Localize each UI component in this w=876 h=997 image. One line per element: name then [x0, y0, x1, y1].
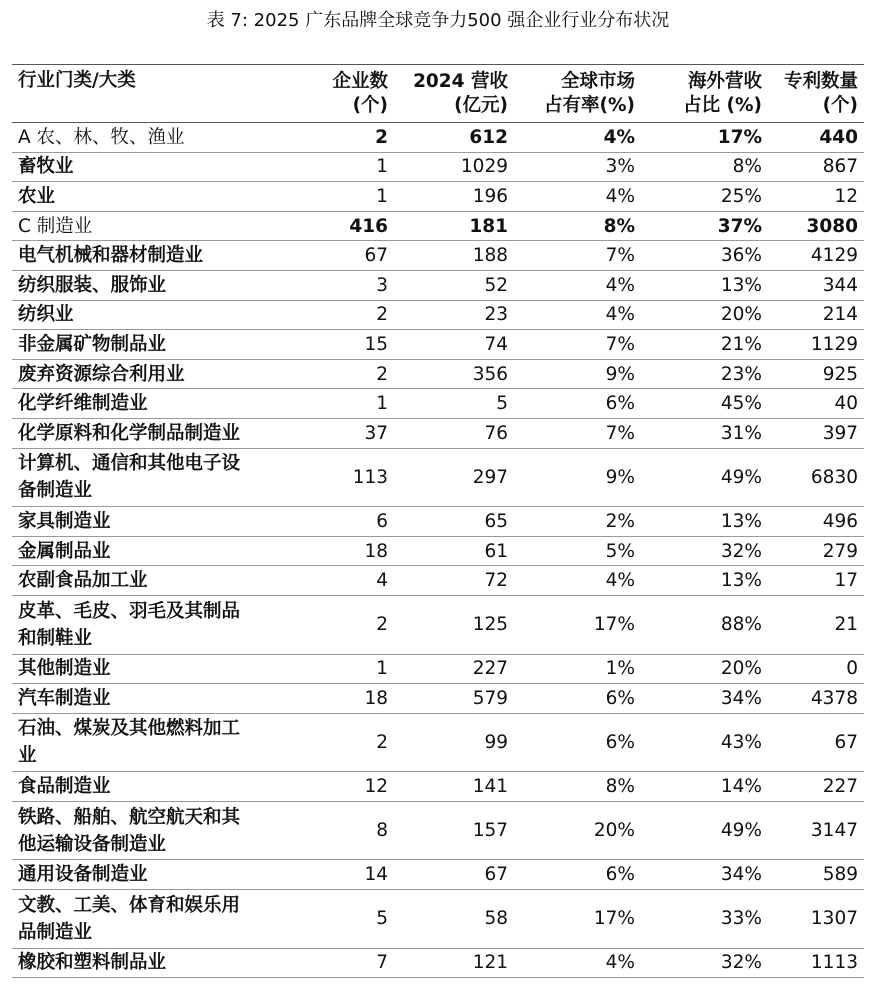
cell-industry-name — [12, 448, 294, 507]
cell-industry-name — [12, 948, 294, 978]
industry-name-text: 他运输设备制造业 — [18, 833, 167, 855]
cell-overseas-ratio: 20% — [720, 658, 762, 680]
cell-industry-name — [12, 772, 294, 802]
cell-industry-name — [12, 713, 294, 772]
cell-patents: 227 — [822, 776, 858, 798]
cell-overseas-ratio: 13% — [720, 570, 762, 592]
cell-overseas-ratio: 21% — [720, 333, 762, 355]
cell-global-share: 4% — [605, 952, 635, 974]
cell-overseas-ratio: 31% — [720, 422, 762, 444]
cell-patents: 925 — [822, 363, 858, 385]
cell-overseas-ratio: 34% — [720, 687, 762, 709]
industry-name-text: 计算机、通信和其他电子设 — [18, 453, 241, 475]
cell-revenue: 65 — [484, 510, 508, 532]
cell-global-share: 5% — [605, 540, 635, 562]
table-row — [12, 359, 864, 389]
cell-patents: 344 — [822, 274, 858, 296]
cell-revenue: 227 — [472, 658, 508, 680]
cell-company-count: 1 — [376, 156, 388, 178]
cell-revenue: 141 — [472, 776, 508, 798]
cell-revenue: 52 — [484, 274, 508, 296]
cell-industry-name — [12, 595, 294, 654]
cell-patents: 279 — [822, 540, 858, 562]
header-revenue-2024 — [394, 65, 514, 123]
table-row — [12, 152, 864, 182]
industry-name-text: 农业 — [18, 185, 56, 207]
cell-global-share: 2% — [605, 510, 635, 532]
cell-patents: 4378 — [810, 687, 858, 709]
industry-name-text: 备制造业 — [18, 480, 93, 502]
table-row — [12, 890, 864, 949]
cell-industry-name — [12, 389, 294, 419]
cell-revenue: 1029 — [460, 156, 508, 178]
cell-global-share: 4% — [605, 185, 635, 207]
header-text: 企业数 — [332, 70, 388, 92]
section-row — [12, 211, 864, 241]
cell-global-share: 9% — [605, 466, 635, 488]
table-caption: 表 7: 2025 广东品牌全球竞争力500 强企业行业分布状况 — [206, 10, 670, 31]
cell-global-share: 17% — [593, 908, 635, 930]
industry-name-text: 业 — [18, 745, 37, 767]
industry-name-text: 皮革、毛皮、羽毛及其制品 — [18, 600, 241, 622]
industry-name-text: 电气机械和器材制造业 — [18, 245, 204, 267]
cell-revenue: 72 — [484, 570, 508, 592]
header-global-share — [514, 65, 641, 123]
cell-patents: 1113 — [810, 952, 858, 974]
cell-global-share: 6% — [605, 393, 635, 415]
cell-company-count: 113 — [352, 466, 388, 488]
cell-company-count: 2 — [376, 614, 388, 636]
cell-industry-name — [12, 241, 294, 271]
cell-industry-name — [12, 211, 294, 241]
cell-revenue: 125 — [472, 614, 508, 636]
cell-overseas-ratio: 45% — [720, 393, 762, 415]
industry-name-text: 铁路、船舶、航空航天和其 — [18, 806, 241, 828]
cell-patents: 17 — [834, 570, 858, 592]
table-row — [12, 595, 864, 654]
cell-company-count: 67 — [364, 245, 388, 267]
cell-global-share: 4% — [605, 570, 635, 592]
cell-revenue: 297 — [472, 466, 508, 488]
header-row — [12, 65, 864, 123]
cell-revenue: 58 — [484, 908, 508, 930]
cell-revenue: 121 — [472, 952, 508, 974]
cell-overseas-ratio: 20% — [720, 304, 762, 326]
cell-patents: 12 — [834, 185, 858, 207]
industry-name-text: 家具制造业 — [18, 510, 111, 532]
cell-overseas-ratio: 13% — [720, 274, 762, 296]
cell-patents: 867 — [822, 156, 858, 178]
cell-industry-name — [12, 860, 294, 890]
industry-name-text: A 农、林、牧、渔业 — [18, 126, 185, 148]
industry-name-text: 通用设备制造业 — [18, 864, 148, 886]
table-row — [12, 389, 864, 419]
industry-name-text: 农副食品加工业 — [18, 570, 148, 592]
cell-industry-name — [12, 536, 294, 566]
cell-revenue: 196 — [472, 185, 508, 207]
cell-overseas-ratio: 88% — [720, 614, 762, 636]
table-row — [12, 300, 864, 330]
cell-company-count: 37 — [364, 422, 388, 444]
cell-overseas-ratio: 49% — [720, 820, 762, 842]
cell-global-share: 8% — [605, 776, 635, 798]
cell-company-count: 2 — [375, 126, 388, 148]
cell-revenue: 5 — [496, 393, 508, 415]
cell-revenue: 612 — [469, 126, 508, 148]
cell-patents: 1129 — [810, 333, 858, 355]
cell-company-count: 2 — [376, 304, 388, 326]
cell-company-count: 1 — [376, 658, 388, 680]
industry-name-text: 化学原料和化学制品制造业 — [18, 422, 241, 444]
cell-patents: 4129 — [810, 245, 858, 267]
header-text: (个) — [352, 94, 388, 116]
cell-patents: 496 — [822, 510, 858, 532]
cell-global-share: 4% — [605, 274, 635, 296]
cell-revenue: 61 — [484, 540, 508, 562]
cell-company-count: 1 — [376, 185, 388, 207]
cell-industry-name — [12, 684, 294, 714]
cell-industry-name — [12, 566, 294, 596]
cell-global-share: 9% — [605, 363, 635, 385]
cell-overseas-ratio: 25% — [720, 185, 762, 207]
industry-distribution-table — [12, 64, 864, 978]
cell-revenue: 181 — [469, 215, 508, 237]
header-text: 占比 (%) — [683, 94, 762, 116]
table-header — [12, 65, 864, 123]
industry-name-text: 橡胶和塑料制品业 — [18, 952, 167, 974]
cell-revenue: 99 — [484, 731, 508, 753]
cell-patents: 1307 — [810, 908, 858, 930]
cell-company-count: 2 — [376, 731, 388, 753]
cell-global-share: 4% — [605, 304, 635, 326]
cell-patents: 440 — [819, 126, 858, 148]
cell-company-count: 3 — [376, 274, 388, 296]
cell-industry-name — [12, 182, 294, 212]
header-text: (个) — [822, 94, 858, 116]
cell-company-count: 18 — [364, 687, 388, 709]
industry-name-text: 纺织服装、服饰业 — [18, 274, 167, 296]
table-row — [12, 860, 864, 890]
cell-global-share: 6% — [605, 687, 635, 709]
header-text: 海外营收 — [687, 70, 762, 92]
cell-global-share: 20% — [593, 820, 635, 842]
table-row — [12, 536, 864, 566]
cell-patents: 67 — [834, 731, 858, 753]
header-text: 2024 营收 — [413, 70, 508, 92]
cell-company-count: 18 — [364, 540, 388, 562]
cell-overseas-ratio: 49% — [720, 466, 762, 488]
table-row — [12, 713, 864, 772]
cell-industry-name — [12, 418, 294, 448]
industry-name-text: 化学纤维制造业 — [18, 393, 148, 415]
table-row — [12, 270, 864, 300]
cell-overseas-ratio: 32% — [720, 952, 762, 974]
cell-company-count: 6 — [376, 510, 388, 532]
cell-industry-name — [12, 152, 294, 182]
cell-revenue: 67 — [484, 864, 508, 886]
cell-overseas-ratio: 13% — [720, 510, 762, 532]
cell-patents: 0 — [846, 658, 858, 680]
cell-company-count: 1 — [376, 393, 388, 415]
industry-name-text: 金属制品业 — [18, 540, 111, 562]
industry-name-text: 和制鞋业 — [18, 627, 93, 649]
cell-patents: 3147 — [810, 820, 858, 842]
cell-company-count: 4 — [376, 570, 388, 592]
cell-overseas-ratio: 34% — [720, 864, 762, 886]
industry-name-text: 品制造业 — [18, 921, 93, 943]
header-text: 占有率(%) — [544, 94, 635, 116]
cell-company-count: 8 — [376, 820, 388, 842]
table-row — [12, 684, 864, 714]
header-company-count — [294, 65, 394, 123]
cell-industry-name — [12, 123, 294, 153]
cell-overseas-ratio: 37% — [717, 215, 762, 237]
cell-overseas-ratio: 8% — [732, 156, 762, 178]
cell-global-share: 3% — [605, 156, 635, 178]
cell-revenue: 188 — [472, 245, 508, 267]
section-row — [12, 123, 864, 153]
cell-overseas-ratio: 32% — [720, 540, 762, 562]
table-row — [12, 418, 864, 448]
cell-global-share: 17% — [593, 614, 635, 636]
cell-industry-name — [12, 330, 294, 360]
cell-company-count: 12 — [364, 776, 388, 798]
industry-name-text: 文教、工美、体育和娱乐用 — [18, 894, 241, 916]
cell-company-count: 14 — [364, 864, 388, 886]
industry-name-text: 石油、煤炭及其他燃料加工 — [18, 718, 241, 740]
industry-name-text: 废弃资源综合利用业 — [18, 363, 185, 385]
cell-industry-name — [12, 801, 294, 860]
cell-global-share: 6% — [605, 731, 635, 753]
cell-overseas-ratio: 36% — [720, 245, 762, 267]
header-industry — [12, 65, 294, 123]
table-row — [12, 801, 864, 860]
cell-industry-name — [12, 507, 294, 537]
cell-patents: 397 — [822, 422, 858, 444]
cell-company-count: 2 — [376, 363, 388, 385]
cell-global-share: 7% — [605, 245, 635, 267]
industry-name-text: 纺织业 — [18, 304, 74, 326]
table-row — [12, 566, 864, 596]
cell-revenue: 76 — [484, 422, 508, 444]
cell-global-share: 8% — [603, 215, 635, 237]
cell-revenue: 74 — [484, 333, 508, 355]
cell-company-count: 7 — [376, 952, 388, 974]
cell-industry-name — [12, 300, 294, 330]
cell-revenue: 157 — [472, 820, 508, 842]
cell-patents: 40 — [834, 393, 858, 415]
table-body — [12, 123, 864, 978]
cell-company-count: 15 — [364, 333, 388, 355]
table-row — [12, 182, 864, 212]
table-row — [12, 507, 864, 537]
cell-patents: 214 — [822, 304, 858, 326]
header-text: 全球市场 — [560, 70, 635, 92]
industry-name-text: 其他制造业 — [18, 658, 111, 680]
cell-industry-name — [12, 890, 294, 949]
industry-name-text: 食品制造业 — [18, 776, 111, 798]
cell-industry-name — [12, 359, 294, 389]
cell-patents: 589 — [822, 864, 858, 886]
table-row — [12, 948, 864, 978]
cell-global-share: 4% — [603, 126, 635, 148]
header-patents — [768, 65, 864, 123]
cell-overseas-ratio: 33% — [720, 908, 762, 930]
table-row — [12, 330, 864, 360]
cell-revenue: 356 — [472, 363, 508, 385]
header-text: (亿元) — [454, 94, 508, 116]
cell-patents: 3080 — [806, 215, 858, 237]
cell-global-share: 1% — [605, 658, 635, 680]
cell-industry-name — [12, 270, 294, 300]
table-row — [12, 448, 864, 507]
cell-patents: 21 — [834, 614, 858, 636]
header-text: 行业门类/大类 — [18, 70, 136, 91]
cell-patents: 6830 — [810, 466, 858, 488]
cell-company-count: 416 — [349, 215, 388, 237]
table-row — [12, 654, 864, 684]
cell-overseas-ratio: 14% — [720, 776, 762, 798]
industry-name-text: 非金属矿物制品业 — [18, 333, 167, 355]
industry-name-text: 汽车制造业 — [18, 687, 111, 709]
cell-global-share: 7% — [605, 422, 635, 444]
cell-global-share: 6% — [605, 864, 635, 886]
cell-industry-name — [12, 654, 294, 684]
header-overseas-ratio — [641, 65, 768, 123]
table-row — [12, 772, 864, 802]
industry-name-text: C 制造业 — [18, 215, 93, 237]
cell-overseas-ratio: 43% — [720, 731, 762, 753]
table-row — [12, 241, 864, 271]
cell-revenue: 579 — [472, 687, 508, 709]
industry-name-text: 畜牧业 — [18, 156, 74, 178]
cell-revenue: 23 — [484, 304, 508, 326]
cell-overseas-ratio: 17% — [717, 126, 762, 148]
header-text: 专利数量 — [783, 70, 858, 92]
cell-overseas-ratio: 23% — [720, 363, 762, 385]
cell-global-share: 7% — [605, 333, 635, 355]
cell-company-count: 5 — [376, 908, 388, 930]
